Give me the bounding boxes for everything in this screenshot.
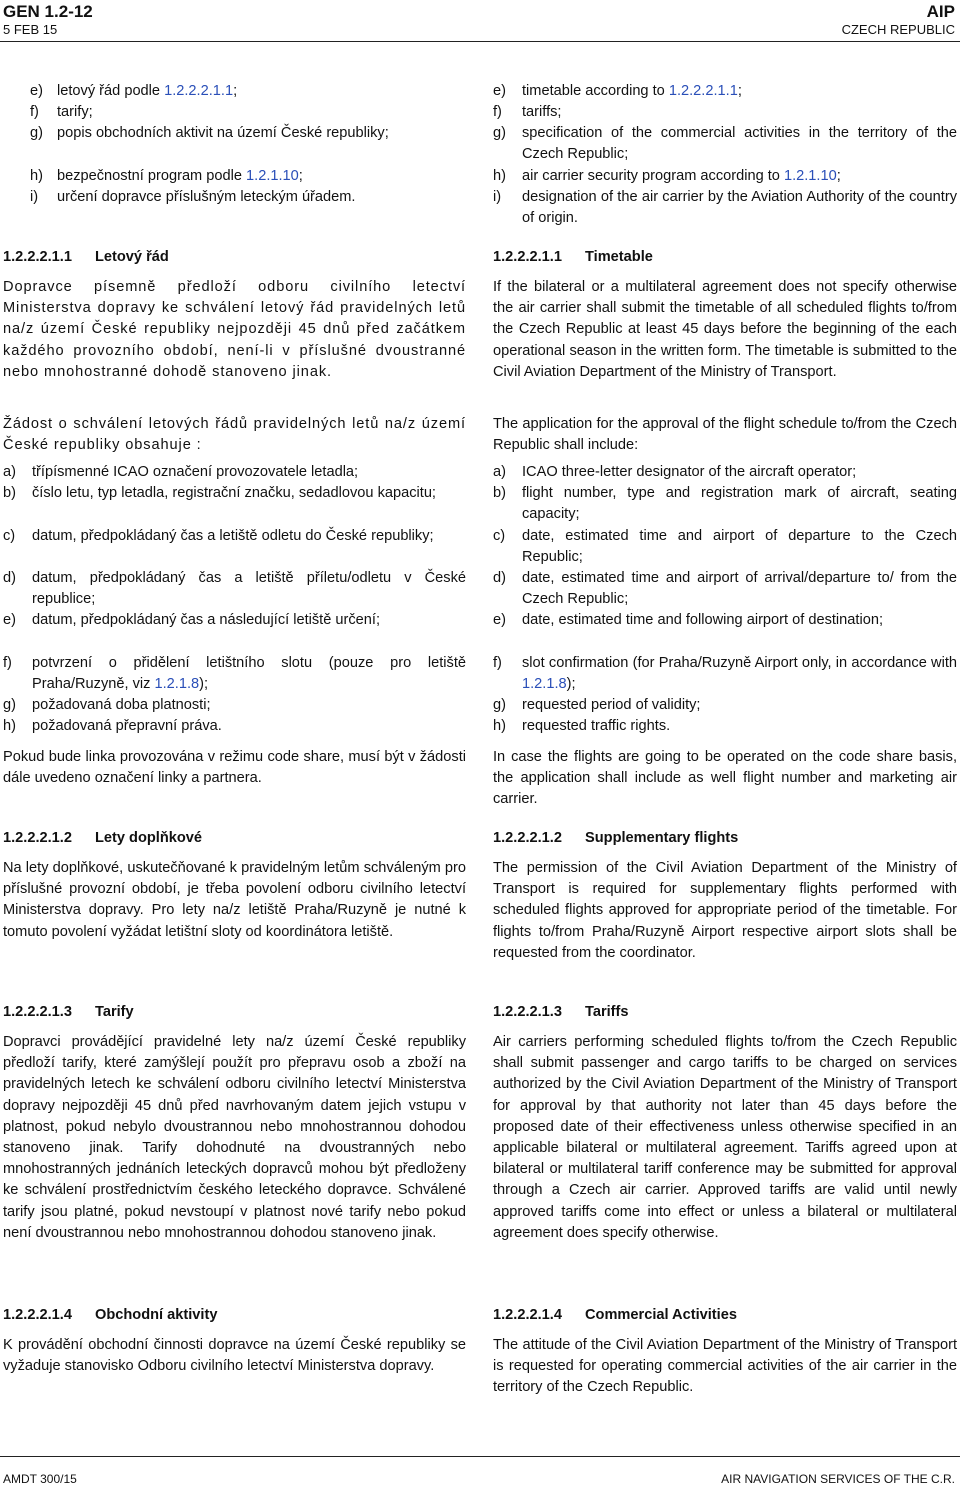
list-item: a) třípísmenné ICAO označení provozovatele letadla;: [3, 464, 359, 480]
list-item: c) date, estimated time and airport of departure to the Czech Republic;: [493, 528, 957, 566]
list-item: f) tariffs;: [493, 104, 562, 120]
paragraph: In case the flights are going to be operated on the code share basis, the application shall include as well flight number and marketing air carrier.: [493, 749, 957, 808]
paragraph: Dopravci provádějící pravidelné lety na/z území České republiky předloží tarify, které zamýšlejí použít pro přepravu osob a zboží na pravidelných letech ke schválení odboru civilního letectví Ministerstva dopravy nejpozději 45 dnů před navrhovaným datem jejich vstupu v platnost, pokud nebylo dvoustrannou nebo mnohostrannou dohodou stanoveno jinak. Tarify dohodnuté na dvoustranných nebo mnohostranných jednáních leteckých dopravců mohou být předloženy ke schválení prostřednictvím českého leteckého dopravce. Schválené tarify jsou platné, pokud nevstoupí v platnost nové tarify nebo pokud není dvoustrannou nebo mnohostrannou dohodou stanoveno jinak.: [3, 1034, 466, 1241]
list-item: f) potvrzení o přidělení letištního slotu (pouze pro letiště Praha/Ruzyně, viz 1.2.1.8);: [3, 655, 466, 693]
publication-name: AIP: [926, 2, 955, 21]
section-heading: 1.2.2.2.1.3 Tariffs: [493, 1004, 629, 1020]
section-link[interactable]: 1.2.1.10: [246, 168, 299, 184]
list-item: g) popis obchodních aktivit na území České republiky;: [30, 125, 389, 141]
list-item: g) požadovaná doba platnosti;: [3, 697, 211, 713]
paragraph: K provádění obchodní činnosti dopravce na území České republiky se vyžaduje stanovisko Odboru civilního letectví Ministerstva dopravy.: [3, 1337, 466, 1375]
paragraph: The attitude of the Civil Aviation Department of the Ministry of Transport is requested for operating commercial activities of the air carrier in the territory of the Czech Republic.: [493, 1337, 957, 1396]
list-item: g) requested period of validity;: [493, 697, 701, 713]
paragraph: Dopravce písemně předloží odboru civilního letectví Ministerstva dopravy ke schválení letový řád pravidelných letů na/z území České republiky nejpozději 45 dnů před začátkem každého provozního období, není-li v příslušné dvoustranné nebo mnohostranné dohodě stanoveno jinak.: [3, 279, 466, 380]
section-link[interactable]: 1.2.1.10: [783, 168, 837, 184]
paragraph: If the bilateral or a multilateral agreement does not specify otherwise the air carrier shall submit the timetable of all scheduled flights to/from the Czech Republic at least 45 days before the beginning of the each operational season in the written form. The timetable is submitted to the Civil Aviation Department of the Ministry of Transport.: [493, 279, 957, 380]
list-item: e) date, estimated time and following airport of destination;: [493, 612, 883, 628]
effective-date: 5 FEB 15: [3, 22, 58, 37]
list-item: g) specification of the commercial activities in the territory of the Czech Republic;: [493, 125, 957, 163]
list-item: i) určení dopravce příslušným leteckým úřadem.: [30, 189, 356, 205]
section-heading: 1.2.2.2.1.2 Lety doplňkové: [3, 830, 203, 846]
list-item: i) designation of the air carrier by the Aviation Authority of the country of origin.: [493, 189, 957, 227]
section-heading: 1.2.2.2.1.3 Tarify: [3, 1004, 134, 1020]
section-heading: 1.2.2.2.1.1 Timetable: [493, 249, 653, 265]
section-link[interactable]: 1.2.2.2.1.1: [164, 83, 234, 99]
list-item: d) date, estimated time and airport of arrival/departure to/ from the Czech Republic;: [493, 570, 957, 608]
list-item: a) ICAO three-letter designator of the aircraft operator;: [493, 464, 857, 480]
section-link[interactable]: 1.2.1.8: [154, 676, 200, 693]
section-link[interactable]: 1.2.2.2.1.1: [668, 83, 738, 99]
publisher-name: AIR NAVIGATION SERVICES OF THE C.R.: [721, 1472, 955, 1486]
document-id: GEN 1.2-12: [3, 2, 93, 21]
page-header: [0, 0, 960, 50]
list-item: f) slot confirmation (for Praha/Ruzyně Airport only, in accordance with 1.2.1.8);: [493, 655, 957, 693]
section-heading: 1.2.2.2.1.2 Supplementary flights: [493, 830, 739, 846]
paragraph: Žádost o schválení letových řádů pravidelných letů na/z území České republiky obsahuje :: [3, 416, 466, 454]
section-heading: 1.2.2.2.1.4 Obchodní aktivity: [3, 1307, 218, 1323]
paragraph: Pokud bude linka provozována v režimu code share, musí být v žádosti dále uvedeno označení linky a partnera.: [3, 749, 466, 787]
list-item: h) požadovaná přepravní práva.: [3, 718, 222, 734]
footer-divider: [0, 1456, 960, 1457]
section-link[interactable]: 1.2.1.8: [522, 676, 567, 693]
paragraph: The permission of the Civil Aviation Department of the Ministry of Transport is required for supplementary flights performed with scheduled flights approved for appropriate period of the timetable. For flights to/from Praha/Ruzyně Airport respective airport slots shall be requested from the coordinator.: [493, 860, 957, 961]
list-item: h) bezpečnostní program podle 1.2.1.10;: [30, 168, 303, 184]
list-item: c) datum, předpokládaný čas a letiště odletu do České republiky;: [3, 528, 434, 544]
list-item: b) číslo letu, typ letadla, registrační značku, sedadlovou kapacitu;: [3, 485, 436, 501]
list-item: d) datum, předpokládaný čas a letiště příletu/odletu v České republice;: [3, 570, 466, 608]
section-heading: 1.2.2.2.1.4 Commercial Activities: [493, 1307, 737, 1323]
list-item: e) datum, předpokládaný čas a následující letiště určení;: [3, 612, 381, 628]
paragraph: The application for the approval of the flight schedule to/from the Czech Republic shall include:: [493, 416, 957, 454]
amendment-number: AMDT 300/15: [3, 1472, 77, 1486]
page-footer: [0, 1456, 960, 1488]
list-item: f) tarify;: [30, 104, 93, 120]
list-item: b) flight number, type and registration mark of aircraft, seating capacity;: [493, 485, 957, 523]
paragraph: Air carriers performing scheduled flights to/from the Czech Republic shall submit passenger and cargo tariffs to be charged on services authorized by the Civil Aviation Department of the Ministry of Transport for approval by that authority not later than 45 days before the proposed date of their effectiveness unless otherwise specified in an applicable bilateral or multilateral agreement. Tariffs agreed upon at bilateral or multilateral tariff conference may be submitted for approval through a Czech air carrier. Approved tariffs are valid until newly approved tariffs come into effect or unless a bilateral or multilateral agreement does specify otherwise.: [493, 1034, 957, 1241]
list-item: h) air carrier security program according to 1.2.1.10;: [493, 168, 841, 184]
paragraph: Na lety doplňkové, uskutečňované k pravidelným letům schváleným pro příslušné provozní období, je třeba povolení odboru civilního letectví Ministerstva dopravy. Pro lety na/z letiště Praha/Ruzyně je nutné k tomuto povolení vyžádat letištní sloty od koordinátora letiště.: [3, 860, 466, 940]
list-item: e) letový řád podle 1.2.2.2.1.1;: [30, 83, 238, 99]
section-heading: 1.2.2.2.1.1 Letový řád: [3, 249, 169, 265]
list-item: h) requested traffic rights.: [493, 718, 671, 734]
header-divider: [0, 41, 960, 42]
list-item: e) timetable according to 1.2.2.2.1.1;: [493, 83, 742, 99]
country-name: CZECH REPUBLIC: [841, 22, 955, 37]
